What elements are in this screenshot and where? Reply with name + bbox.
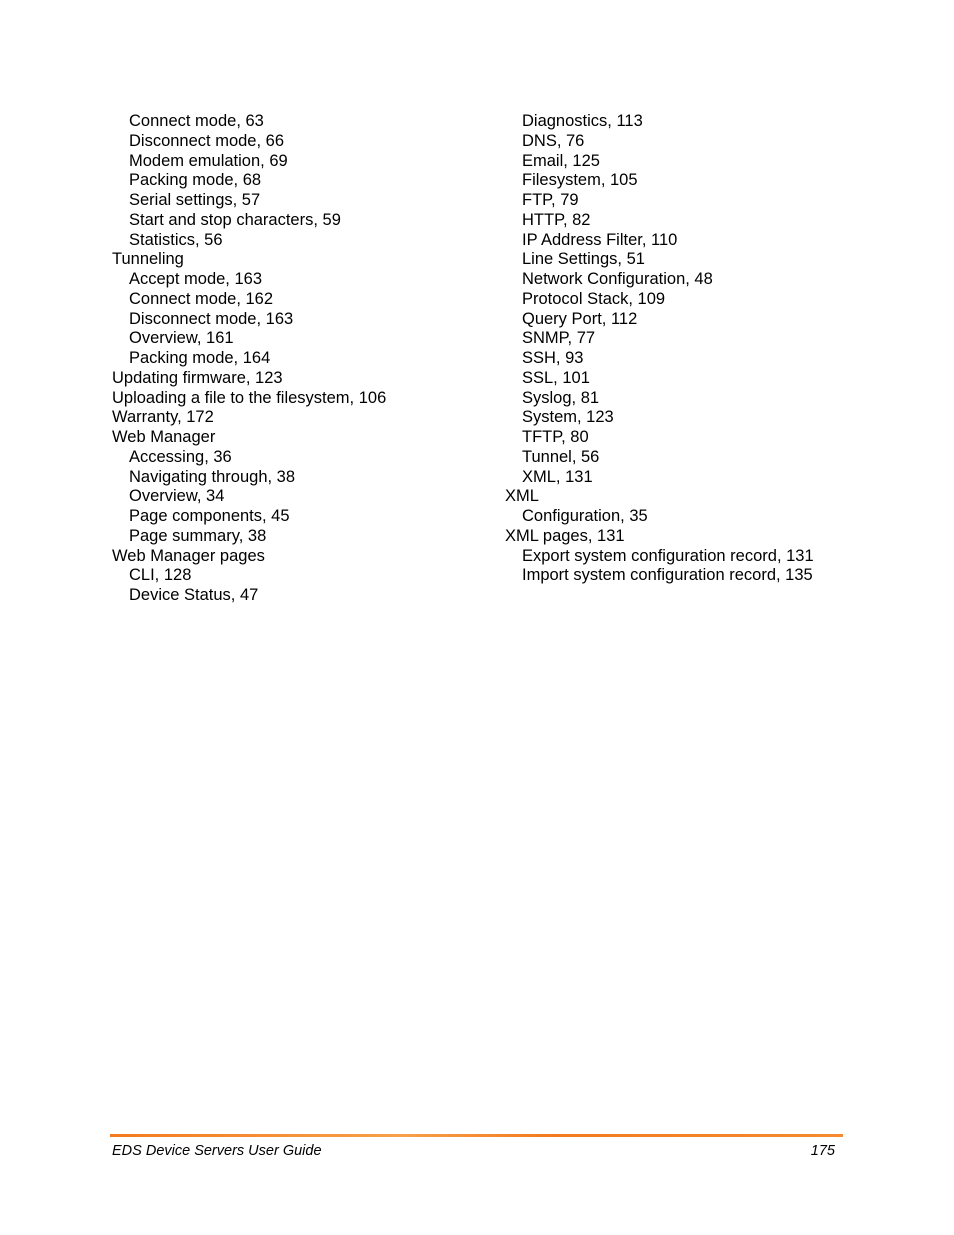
- index-subentry: Export system configuration record, 131: [522, 546, 814, 565]
- index-subentry: SSH, 93: [522, 349, 584, 367]
- index-entry-main: Tunneling: [112, 250, 184, 269]
- index-subentry: Connect mode, 63: [129, 112, 264, 130]
- index-subentry: TFTP, 80: [522, 428, 589, 446]
- index-subentry: Import system configuration record, 135: [522, 566, 813, 585]
- index-subentry: Protocol Stack, 109: [522, 289, 666, 308]
- index-subentry: Start and stop characters, 59: [129, 210, 341, 229]
- index-subentry: Device Status, 47: [129, 586, 259, 604]
- index-subentry: Query Port, 112: [522, 309, 638, 328]
- index-subentry: SNMP, 77: [522, 329, 596, 348]
- index-subentry: Overview, 161: [129, 329, 234, 348]
- index-subentry: XML, 131: [522, 467, 593, 486]
- index-subentry: DNS, 76: [522, 131, 585, 150]
- index-subentry: Disconnect mode, 163: [129, 309, 294, 328]
- index-entry-main: Web Manager pages: [112, 546, 265, 565]
- index-column-left: [112, 112, 386, 606]
- index-subentry: FTP, 79: [522, 191, 579, 209]
- index-subentry: Network Configuration, 48: [522, 270, 713, 288]
- index-subentry: Statistics, 56: [129, 230, 223, 249]
- index-subentry: Filesystem, 105: [522, 171, 638, 190]
- index-entry-main: XML: [505, 487, 539, 506]
- index-subentry: IP Address Filter, 110: [522, 230, 678, 249]
- index-entry-main: Uploading a file to the filesystem, 106: [112, 388, 387, 407]
- index-subentry: Configuration, 35: [522, 507, 648, 525]
- index-subentry: Accessing, 36: [129, 447, 232, 466]
- index-subentry: Overview, 34: [129, 487, 225, 506]
- index-subentry: Packing mode, 68: [129, 171, 262, 190]
- index-subentry: Diagnostics, 113: [522, 112, 643, 130]
- index-subentry: HTTP, 82: [522, 210, 591, 229]
- index-subentry: Page summary, 38: [129, 526, 267, 545]
- index-subentry: Navigating through, 38: [129, 467, 296, 486]
- index-column-right: [505, 112, 814, 586]
- index-subentry: CLI, 128: [129, 566, 192, 585]
- index-subentry: Modem emulation, 69: [129, 151, 288, 170]
- index-subentry: System, 123: [522, 408, 614, 427]
- index-subentry: Accept mode, 163: [129, 270, 262, 288]
- index-subentry: Syslog, 81: [522, 388, 600, 407]
- index-subentry: Disconnect mode, 66: [129, 131, 285, 150]
- index-subentry: Tunnel, 56: [522, 447, 600, 466]
- footer-page-number: 175: [810, 1143, 835, 1159]
- footer-document-title: EDS Device Servers User Guide: [112, 1143, 322, 1159]
- index-entry-main: Updating firmware, 123: [112, 368, 283, 387]
- index-subentry: Connect mode, 162: [129, 289, 274, 308]
- index-entry-main: Web Manager: [112, 428, 216, 446]
- index-subentry: Line Settings, 51: [522, 250, 645, 269]
- index-subentry: SSL, 101: [522, 368, 590, 387]
- index-subentry: Packing mode, 164: [129, 349, 271, 367]
- index-subentry: Serial settings, 57: [129, 191, 261, 209]
- index-subentry: Page components, 45: [129, 507, 290, 525]
- index-entry-main: XML pages, 131: [505, 526, 625, 545]
- footer-rule: [110, 1134, 843, 1137]
- index-entry-main: Warranty, 172: [112, 408, 214, 427]
- index-subentry: Email, 125: [522, 151, 600, 170]
